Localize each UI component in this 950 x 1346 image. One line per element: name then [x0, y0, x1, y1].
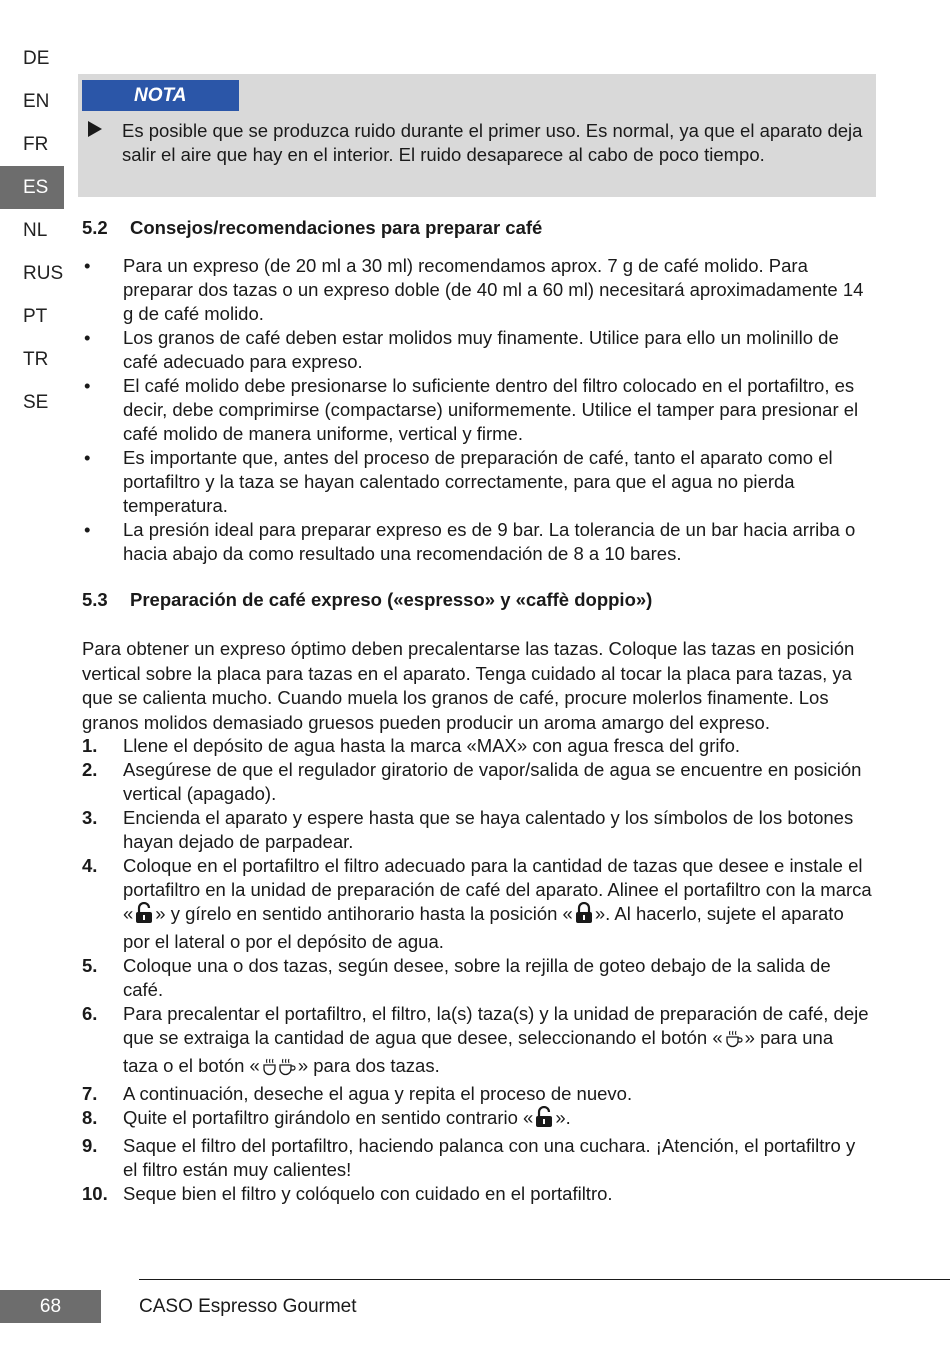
list-item [82, 254, 872, 326]
bullet-icon: • [84, 327, 91, 348]
step-number: 10. [82, 1183, 108, 1204]
step-item [82, 734, 872, 758]
step-number: 9. [82, 1135, 98, 1156]
step-number: 7. [82, 1083, 98, 1104]
step-text: Coloque una o dos tazas, según desee, sobre la rejilla de goteo debajo de la salida de café. [123, 955, 831, 1000]
lock-open-icon [135, 902, 153, 930]
step-item [82, 1134, 872, 1182]
lock-open-icon [535, 1106, 553, 1134]
step-number: 8. [82, 1107, 98, 1128]
bullet-icon: • [84, 255, 91, 276]
footer-divider [139, 1279, 950, 1280]
step-number: 5. [82, 955, 98, 976]
lang-fr[interactable]: FR [23, 134, 49, 155]
double-cup-icon [262, 1058, 296, 1082]
note-title: NOTA [82, 80, 239, 111]
step-number: 3. [82, 807, 98, 828]
list-item-text: Es importante que, antes del proceso de preparación de café, tanto el aparato como el portafiltro y la taza se hayan calentado correctamente, para que el agua no pierda temperatura. [123, 447, 833, 516]
arrow-right-icon [88, 121, 102, 137]
step-number: 6. [82, 1003, 98, 1024]
list-item [82, 518, 872, 566]
lang-tr[interactable]: TR [23, 349, 49, 370]
step-item [82, 1106, 872, 1134]
list-item-text: Los granos de café deben estar molidos muy finamente. Utilice para ello un molinillo de café adecuado para expreso. [123, 327, 839, 372]
bullet-icon: • [84, 519, 91, 540]
lang-se[interactable]: SE [23, 392, 49, 413]
step-item [82, 854, 872, 954]
step-text-c: ». Al hacerlo, sujete el aparato por el lateral o por el depósito de agua. [123, 903, 844, 952]
section-number: 5.3 [82, 589, 108, 610]
list-item [82, 374, 872, 446]
lang-de[interactable]: DE [23, 48, 50, 69]
step-text: Asegúrese de que el regulador giratorio de vapor/salida de agua se encuentre en posición vertical (apagado). [123, 759, 862, 804]
step-text: Saque el filtro del portafiltro, haciendo palanca con una cuchara. ¡Atención, el portafiltro y el filtro están muy calientes! [123, 1135, 856, 1180]
step-item [82, 758, 872, 806]
step-text: A continuación, deseche el agua y repita el proceso de nuevo. [123, 1083, 633, 1104]
step-text: Llene el depósito de agua hasta la marca «MAX» con agua fresca del grifo. [123, 735, 741, 756]
step-item [82, 1182, 872, 1206]
step-text: Seque bien el filtro y colóquelo con cuidado en el portafiltro. [123, 1183, 613, 1204]
bullet-icon: • [84, 447, 91, 468]
list-item [82, 326, 872, 374]
step-item [82, 1082, 872, 1106]
step-number: 4. [82, 855, 98, 876]
section-number: 5.2 [82, 217, 108, 238]
footer-title: CASO Espresso Gourmet [139, 1296, 357, 1317]
step-number: 2. [82, 759, 98, 780]
step-text-b: » y gírelo en sentido antihorario hasta la posición « [155, 903, 573, 924]
step-text-a: Coloque en el portafiltro el filtro adecuado para la cantidad de tazas que desee e instale el portafiltro en la unidad de preparación de café del aparato. Alinee el portafiltro con la marca « [123, 855, 872, 924]
list-item-text: La presión ideal para preparar expreso es de 9 bar. La tolerancia de un bar hacia arriba o hacia abajo da como resultado una recomendación de 8 a 10 bares. [123, 519, 856, 564]
lang-pt[interactable]: PT [23, 306, 48, 327]
language-sidebar [0, 37, 64, 424]
single-cup-icon [725, 1030, 743, 1054]
bullet-icon: • [84, 375, 91, 396]
lang-en[interactable]: EN [23, 91, 50, 112]
step-item [82, 1002, 872, 1082]
section-heading-5-2 [82, 216, 542, 240]
lang-nl[interactable]: NL [23, 220, 48, 241]
step-text-a: Para precalentar el portafiltro, el filtro, la(s) taza(s) y la unidad de preparación de café, deje que se extraiga la cantidad de agua que desee, seleccionando el botón « [123, 1003, 869, 1048]
list-item-text: El café molido debe presionarse lo suficiente dentro del filtro colocado en el portafiltro, es decir, debe comprimirse (compactarse) uniformemente. Utilice el tamper para presionar el café molido de manera uniforme, vertical y firme. [123, 375, 859, 444]
note-box [78, 74, 876, 197]
step-item [82, 954, 872, 1002]
step-item [82, 806, 872, 854]
list-item-text: Para un expreso (de 20 ml a 30 ml) recomendamos aprox. 7 g de café molido. Para preparar dos tazas o un expreso doble (de 40 ml a 60 ml) necesitará aproximadamente 14 g de café molido. [123, 255, 864, 324]
note-text: Es posible que se produzca ruido durante el primer uso. Es normal, ya que el aparato deja salir el aire que hay en el interior. El ruido desaparece al cabo de poco tiempo. [122, 120, 863, 165]
lang-es[interactable]: ES [0, 166, 64, 209]
lock-closed-icon [575, 902, 593, 930]
step-text-c: » para dos tazas. [297, 1055, 440, 1076]
page-number: 68 [0, 1290, 101, 1323]
tips-list [82, 254, 872, 566]
step-text: Encienda el aparato y espere hasta que se haya calentado y los símbolos de los botones hayan dejado de parpadear. [123, 807, 854, 852]
section-title: Preparación de café expreso («espresso» y «caffè doppio») [130, 589, 653, 610]
step-text-b: » para una taza o el botón « [123, 1027, 834, 1076]
section-title: Consejos/recomendaciones para preparar café [130, 217, 543, 238]
step-text-a: Quite el portafiltro girándolo en sentido contrario « [123, 1107, 534, 1128]
lang-rus[interactable]: RUS [23, 263, 64, 284]
step-number: 1. [82, 735, 98, 756]
step-text-b: ». [555, 1107, 571, 1128]
section-intro: Para obtener un expreso óptimo deben precalentarse las tazas. Coloque las tazas en posición vertical sobre la placa para tazas en el aparato. Tenga cuidado al tocar la placa para tazas, ya que se calienta mucho. Cuando muela los granos de café, procure molerlos finamente. Los granos molidos demasiado gruesos pueden producir un aroma amargo del expreso. [82, 638, 855, 733]
section-heading-5-3 [82, 588, 652, 612]
steps-list [82, 734, 872, 1206]
list-item [82, 446, 872, 518]
